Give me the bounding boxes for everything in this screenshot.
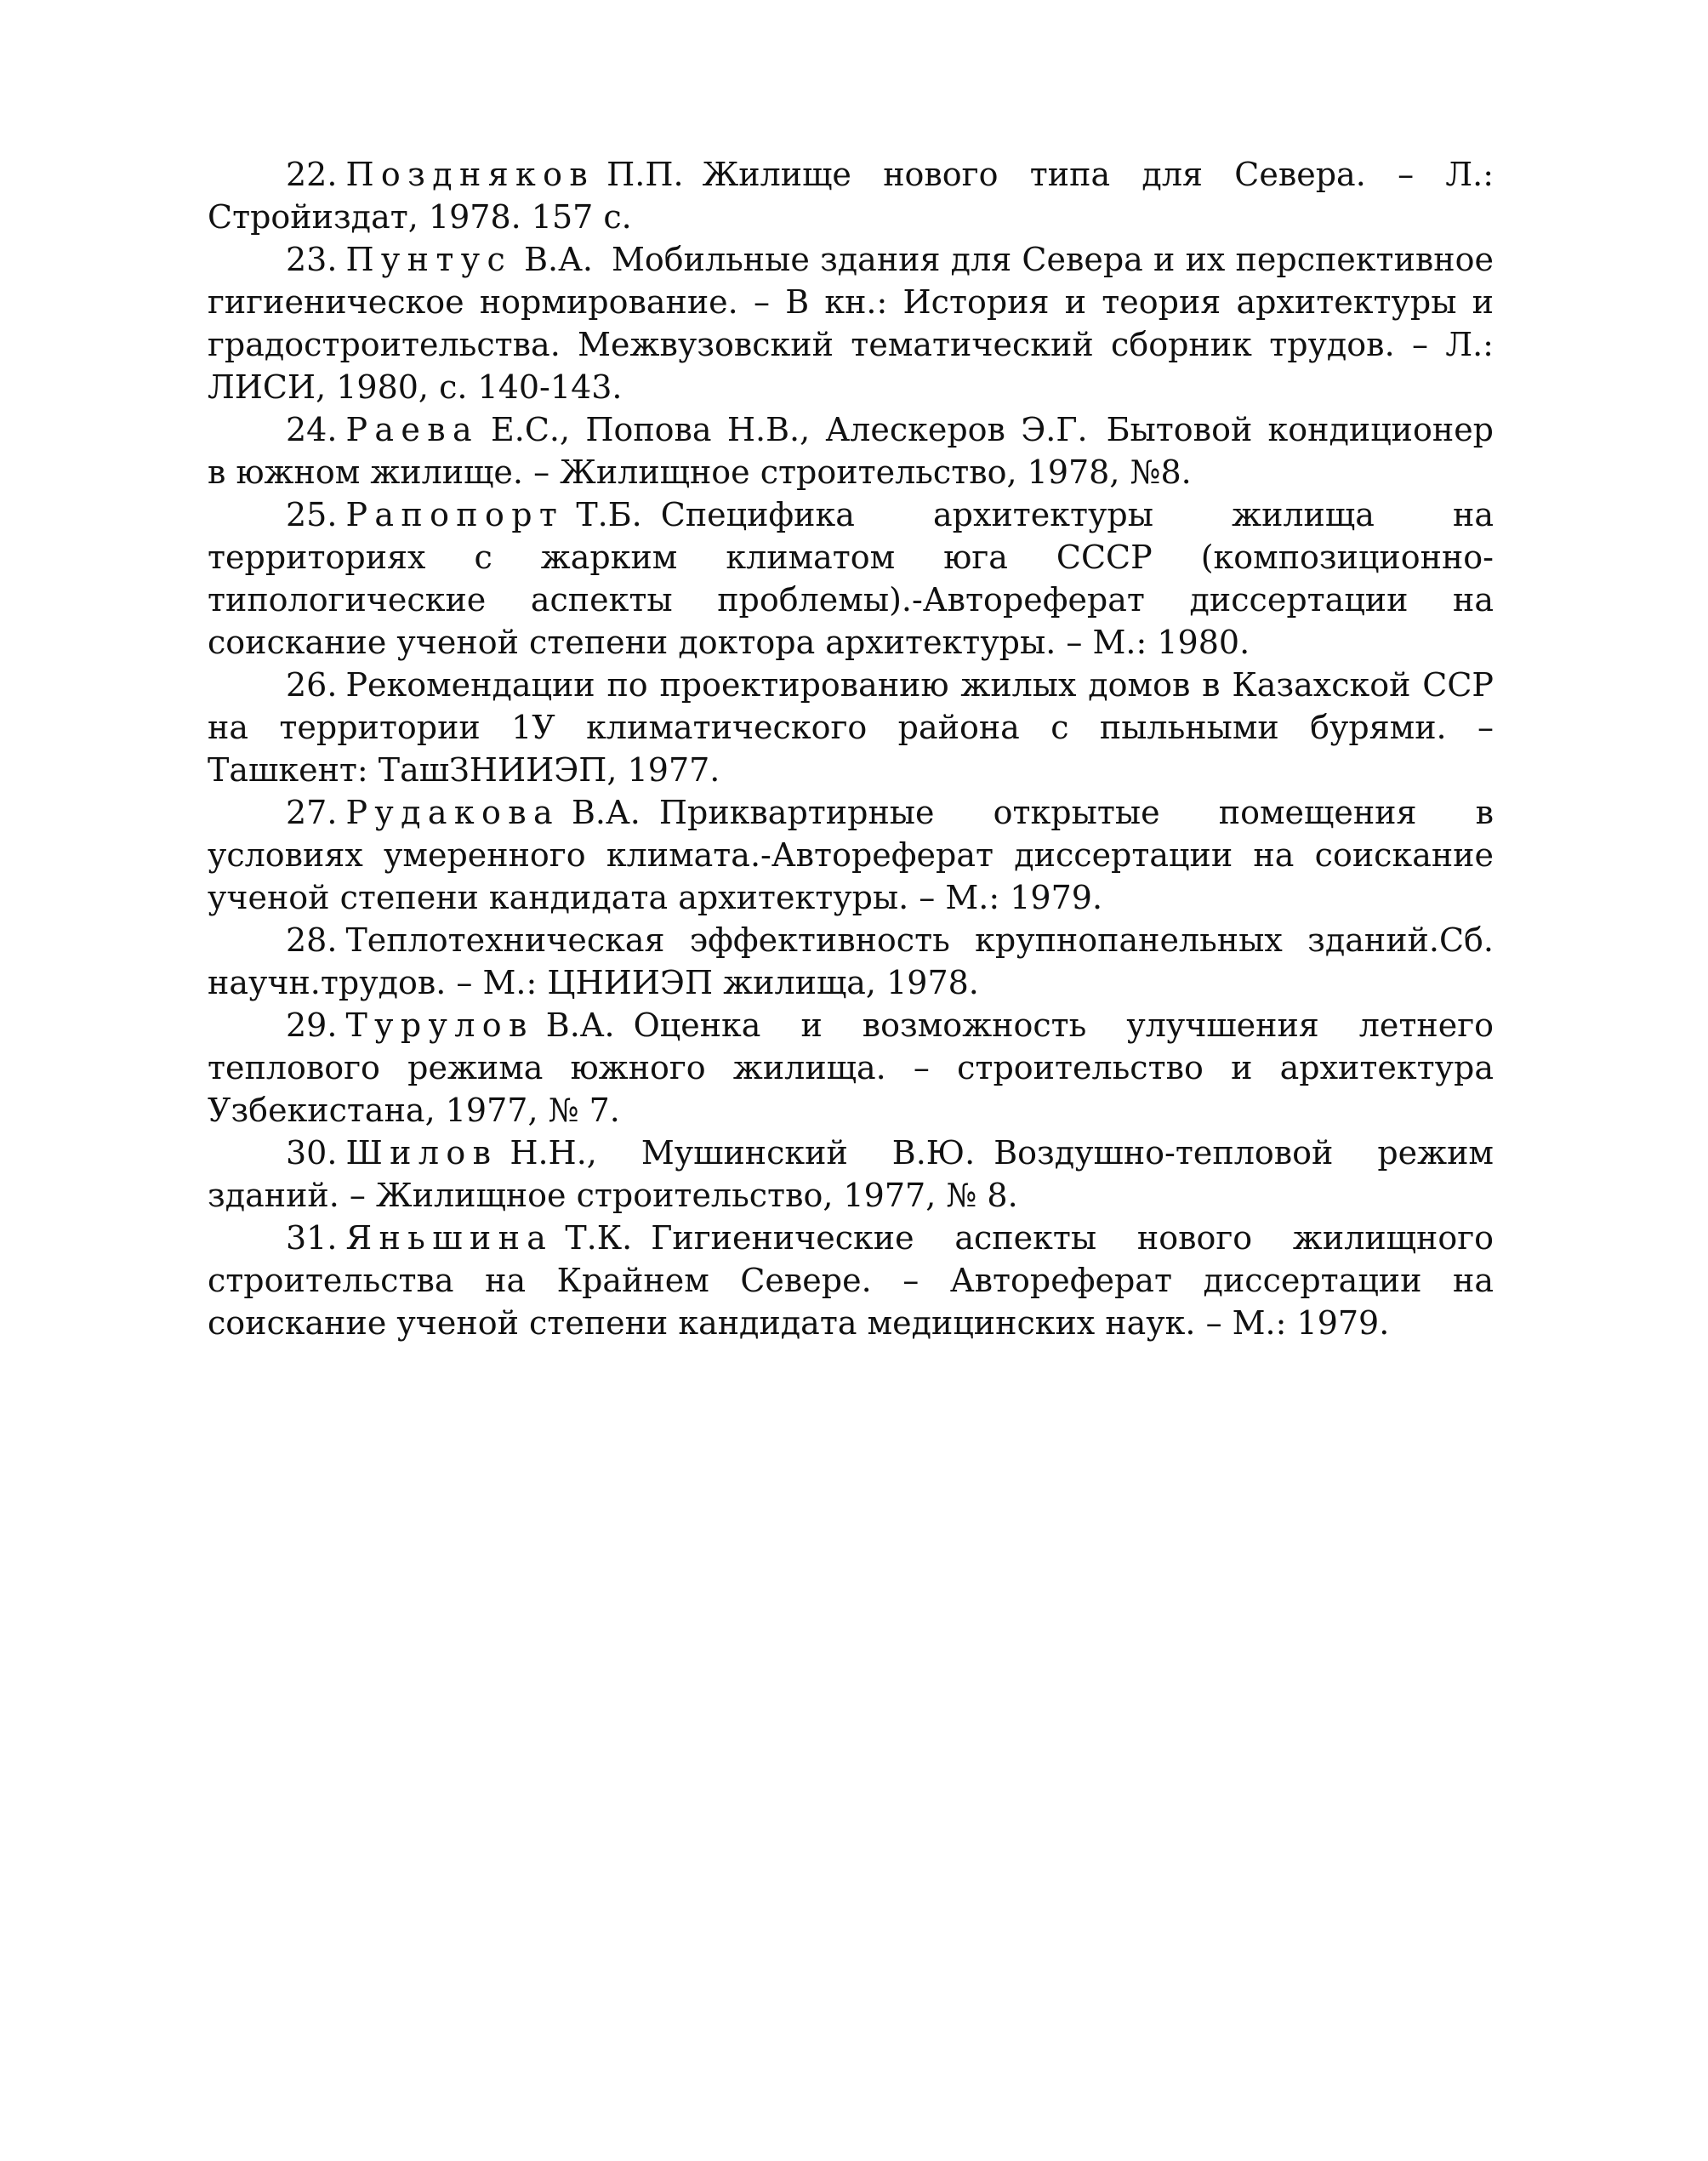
reference-initials: Т.К. <box>565 1219 633 1257</box>
reference-number: 24. <box>286 411 338 448</box>
reference-text: Воздушно-тепловой режим зданий. – Жилищное строительство, 1977, № 8. <box>208 1134 1494 1214</box>
reference-number: 29. <box>286 1006 338 1044</box>
reference-author: Яньшина <box>345 1219 554 1257</box>
reference-author: Поздняков <box>345 156 595 193</box>
reference-item-24 <box>208 408 1494 493</box>
reference-item-26 <box>208 664 1494 791</box>
reference-number: 23. <box>286 241 338 278</box>
reference-text: Мобильные здания для Севера и их перспективное гигиеническое нормирование. – В кн.: История и теория архитектуры и градостроительства. Межвузовский тематический сборник трудов. – Л.: ЛИСИ, 1980, с. 140-143. <box>208 241 1494 406</box>
reference-number: 27. <box>286 794 338 831</box>
reference-text: Специфика архитектуры жилища на территориях с жарким климатом юга СССР (композиционно-типологические аспекты проблемы).-Автореферат диссертации на соискание ученой степени доктора архитектуры. – М.: 1980. <box>208 496 1494 661</box>
reference-initials: В.А. <box>545 1006 615 1044</box>
reference-author: Шилов <box>345 1134 498 1172</box>
reference-item-23 <box>208 238 1494 408</box>
reference-initials: Т.Б. <box>576 496 642 533</box>
reference-item-28 <box>208 919 1494 1004</box>
reference-initials: В.А. <box>524 241 593 278</box>
reference-number: 26. <box>286 666 338 704</box>
reference-number: 25. <box>286 496 338 533</box>
reference-text: Оценка и возможность улучшения летнего теплового режима южного жилища. – строительство и архитектура Узбекистана, 1977, № 7. <box>208 1006 1494 1129</box>
reference-author: Турулов <box>345 1006 534 1044</box>
reference-initials: Е.С., Попова Н.В., Алескеров Э.Г. <box>491 411 1088 448</box>
reference-author: Раева <box>345 411 479 448</box>
reference-text: Рекомендации по проектированию жилых домов в Казахской ССР на территории 1У климатического района с пыльными бурями. – Ташкент: ТашЗНИИЭП, 1977. <box>208 666 1494 789</box>
reference-initials: Н.Н., Мушинский В.Ю. <box>510 1134 976 1172</box>
reference-initials: В.А. <box>571 794 640 831</box>
reference-number: 30. <box>286 1134 338 1172</box>
reference-number: 22. <box>286 156 338 193</box>
reference-text: Гигиенические аспекты нового жилищного строительства на Крайнем Севере. – Автореферат диссертации на соискание ученой степени кандидата медицинских наук. – М.: 1979. <box>208 1219 1494 1342</box>
bibliography-page <box>208 153 1494 1344</box>
reference-item-25 <box>208 493 1494 664</box>
reference-item-31 <box>208 1217 1494 1344</box>
reference-text: Бытовой кондиционер в южном жилище. – Жилищное строительство, 1978, №8. <box>208 411 1494 491</box>
reference-number: 31. <box>286 1219 338 1257</box>
reference-text: Жилище нового типа для Севера. – Л.: Стройиздат, 1978. 157 с. <box>208 156 1494 236</box>
reference-initials: П.П. <box>606 156 684 193</box>
reference-author: Рапопорт <box>345 496 565 533</box>
reference-item-27 <box>208 791 1494 919</box>
reference-text: Приквартирные открытые помещения в условиях умеренного климата.-Автореферат диссертации на соискание ученой степени кандидата архитектуры. – М.: 1979. <box>208 794 1494 916</box>
reference-text: Теплотехническая эффективность крупнопанельных зданий.Сб. научн.трудов. – М.: ЦНИИЭП жилища, 1978. <box>208 921 1494 1001</box>
reference-author: Пунтус <box>345 241 513 278</box>
reference-item-29 <box>208 1004 1494 1132</box>
reference-item-22 <box>208 153 1494 238</box>
reference-item-30 <box>208 1132 1494 1217</box>
reference-author: Рудакова <box>345 794 560 831</box>
reference-number: 28. <box>286 921 338 959</box>
